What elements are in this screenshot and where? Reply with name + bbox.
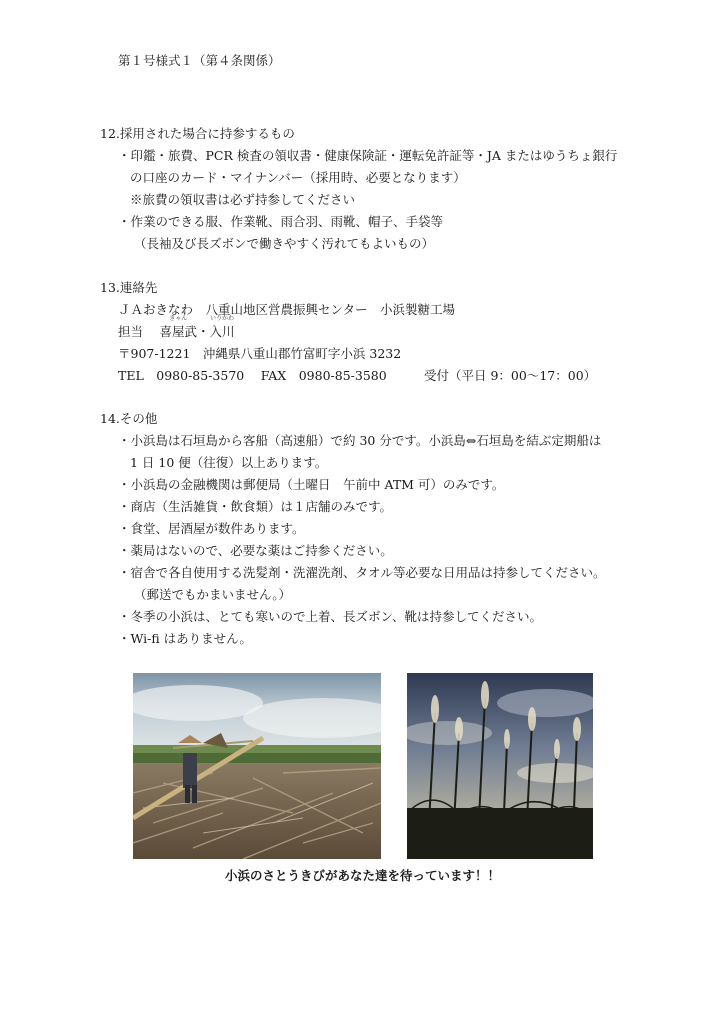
section-14-heading: 14.その他 bbox=[100, 411, 158, 426]
contact-org: ＪＡおきなわ 八重山地区営農振興センター 小浜製糖工場 bbox=[118, 302, 456, 317]
form-label: 第１号様式１（第４条関係） bbox=[118, 53, 281, 68]
section-13-heading: 13.連絡先 bbox=[100, 280, 158, 295]
staff-prefix: 担当 bbox=[118, 324, 144, 339]
section-14-line: 1 日 10 便（往復）以上あります。 bbox=[130, 455, 328, 470]
section-14-line: ・小浜島の金融機関は郵便局（土曜日 午前中 ATM 可）のみです。 bbox=[118, 477, 505, 492]
section-14-line: （郵送でもかまいません。） bbox=[134, 587, 292, 602]
contact-staff bbox=[118, 315, 235, 340]
section-14-line: ・宿舎で各自使用する洗髪剤・洗濯洗剤、タオル等必要な日用品は持参してください。 bbox=[118, 565, 606, 580]
section-14-line: ・薬局はないので、必要な薬はご持参ください。 bbox=[118, 543, 393, 558]
contact-hours: 受付（平日 9：00～17：00） bbox=[424, 368, 597, 383]
section-12-line: （長袖及び長ズボンで働きやすく汚れてもよいもの） bbox=[134, 236, 435, 251]
staff-name-irikawa-ruby: いりかわ bbox=[210, 315, 235, 322]
photo-caption: 小浜のさとうきびがあなた達を待っています！！ bbox=[225, 868, 501, 883]
section-12-heading: 12.採用された場合に持参するもの bbox=[100, 126, 295, 141]
staff-name-kyan bbox=[159, 315, 198, 340]
section-12-line: ・印鑑・旅費、PCR 検査の領収書・健康保険証・運転免許証等・JA またはゆうちょ銀行 bbox=[118, 148, 618, 163]
contact-address: 〒907-1221 沖縄県八重山郡竹富町字小浜 3232 bbox=[118, 346, 402, 361]
section-12-line: ※旅費の領収書は必ず持参してください bbox=[130, 192, 356, 207]
section-12-line: の口座のカード・マイナンバー（採用時、必要となります） bbox=[130, 170, 466, 185]
section-14-line: ・冬季の小浜は、とても寒いので上着、長ズボン、靴は持参してください。 bbox=[118, 609, 543, 624]
staff-separator: ・ bbox=[197, 324, 210, 339]
staff-name-irikawa-text: 入川 bbox=[209, 324, 235, 339]
sugarcane-silhouette-photo bbox=[407, 673, 593, 859]
section-14-line: ・Wi-fi はありません。 bbox=[118, 631, 252, 646]
staff-name-kyan-ruby: きゃん bbox=[169, 315, 188, 322]
sugarcane-harvest-photo bbox=[133, 673, 381, 859]
section-14-line: ・食堂、居酒屋が数件あります。 bbox=[118, 521, 305, 536]
contact-phone-fax: TEL 0980-85-3570 FAX 0980-85-3580 bbox=[118, 368, 387, 383]
staff-name-irikawa bbox=[209, 315, 235, 340]
section-14-line: ・小浜島は石垣島から客船（高速船）で約 30 分です。小浜島⇔石垣島を結ぶ定期船は bbox=[118, 433, 602, 448]
staff-name-kyan-text: 喜屋武 bbox=[159, 324, 198, 339]
section-14-line: ・商店（生活雑貨・飲食類）は１店舗のみです。 bbox=[118, 499, 393, 514]
section-12-line: ・作業のできる服、作業靴、雨合羽、雨靴、帽子、手袋等 bbox=[118, 214, 444, 229]
